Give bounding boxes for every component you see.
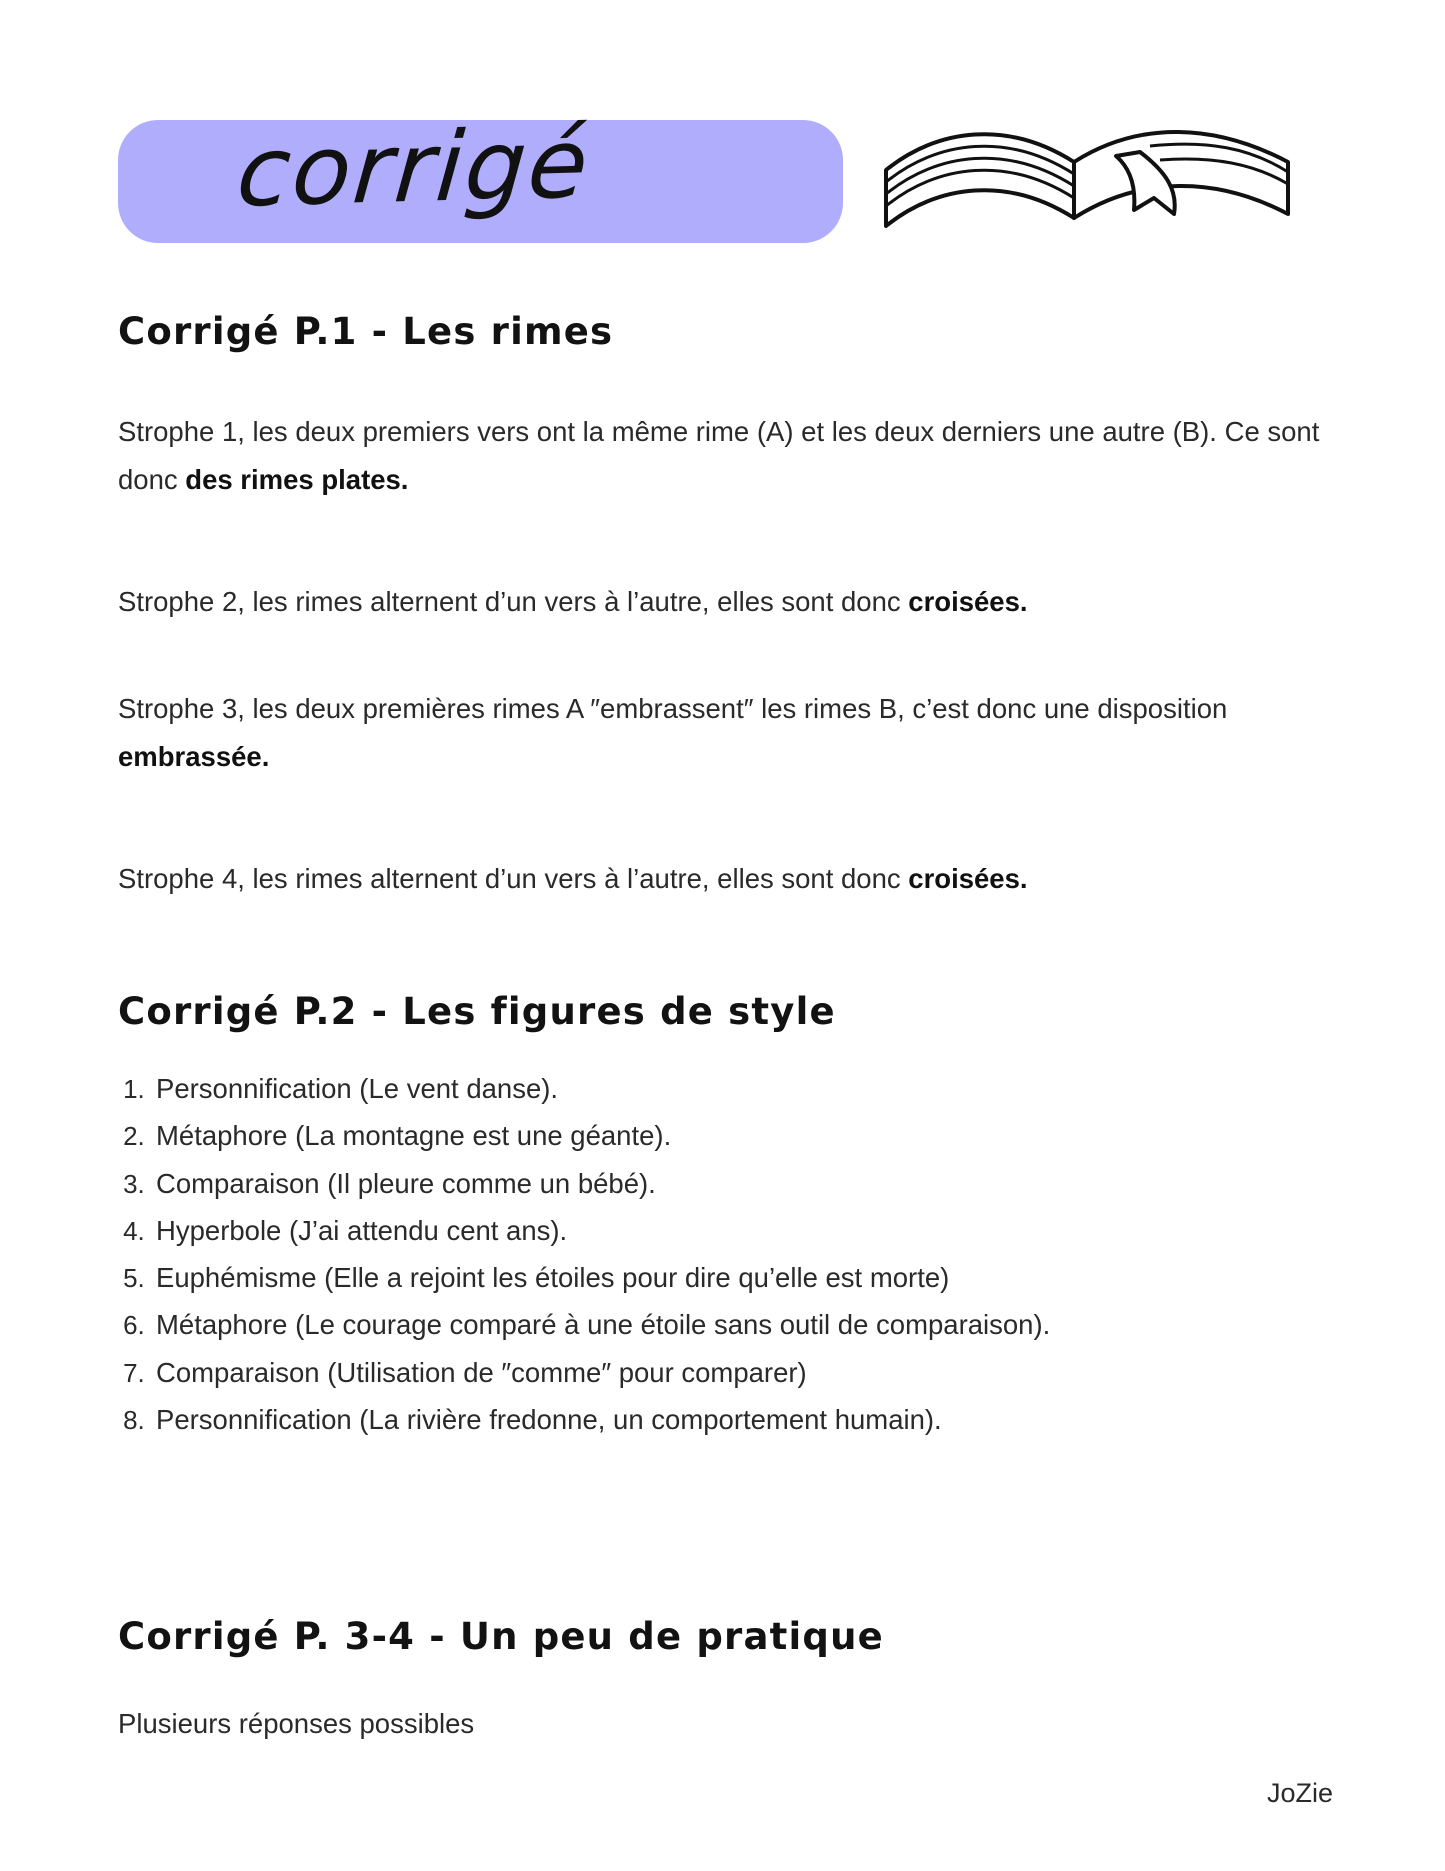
paragraph-strophe-3 <box>118 685 1363 781</box>
heading-corrige-p3-4: Corrigé P. 3-4 - Un peu de pratique <box>118 1615 884 1658</box>
paragraph-strophe-2-lead: Strophe 2, les rimes alternent d’un vers à l’autre, elles sont donc <box>118 586 909 617</box>
list-item: 2. Métaphore (La montagne est une géante). <box>152 1112 1050 1159</box>
paragraph-strophe-4 <box>118 855 1363 903</box>
paragraph-strophe-1 <box>118 408 1363 504</box>
list-item: 5. Euphémisme (Elle a rejoint les étoiles pour dire qu’elle est morte) <box>152 1254 1050 1301</box>
paragraph-strophe-1-lead: Strophe 1, les deux premiers vers ont la même rime (A) et les deux derniers une autre (B). Ce sont donc <box>118 416 1320 496</box>
paragraph-strophe-3-emphasis: embrassée. <box>118 741 270 773</box>
title-banner <box>118 107 1348 250</box>
list-item: 4. Hyperbole (J’ai attendu cent ans). <box>152 1207 1050 1254</box>
paragraph-strophe-2 <box>118 578 1363 626</box>
list-item: 6. Métaphore (Le courage comparé à une étoile sans outil de comparaison). <box>152 1301 1050 1348</box>
list-item: 7. Comparaison (Utilisation de ″comme″ pour comparer) <box>152 1349 1050 1396</box>
list-item: 3. Comparaison (Il pleure comme un bébé). <box>152 1160 1050 1207</box>
document-title: corrigé <box>233 107 594 229</box>
paragraph-strophe-1-emphasis: des rimes plates. <box>185 464 409 496</box>
paragraph-strophe-2-emphasis: croisées. <box>908 586 1028 617</box>
paragraph-strophe-3-lead: Strophe 3, les deux premières rimes A ″embrassent″ les rimes B, c’est donc une disposition <box>118 693 1228 724</box>
author-signature: JoZie <box>1266 1778 1333 1808</box>
paragraph-strophe-4-lead: Strophe 4, les rimes alternent d’un vers à l’autre, elles sont donc <box>118 863 909 894</box>
heading-corrige-p1: Corrigé P.1 - Les rimes <box>118 310 614 353</box>
list-item: 1. Personnification (Le vent danse). <box>152 1065 1050 1112</box>
heading-corrige-p2: Corrigé P.2 - Les figures de style <box>118 990 836 1033</box>
paragraph-strophe-4-emphasis: croisées. <box>908 863 1028 894</box>
paragraph-pratique: Plusieurs réponses possibles <box>118 1708 475 1739</box>
open-book-icon <box>878 110 1298 245</box>
figures-de-style-list <box>118 1065 1050 1443</box>
list-item: 8. Personnification (La rivière fredonne, un comportement humain). <box>152 1396 1050 1443</box>
